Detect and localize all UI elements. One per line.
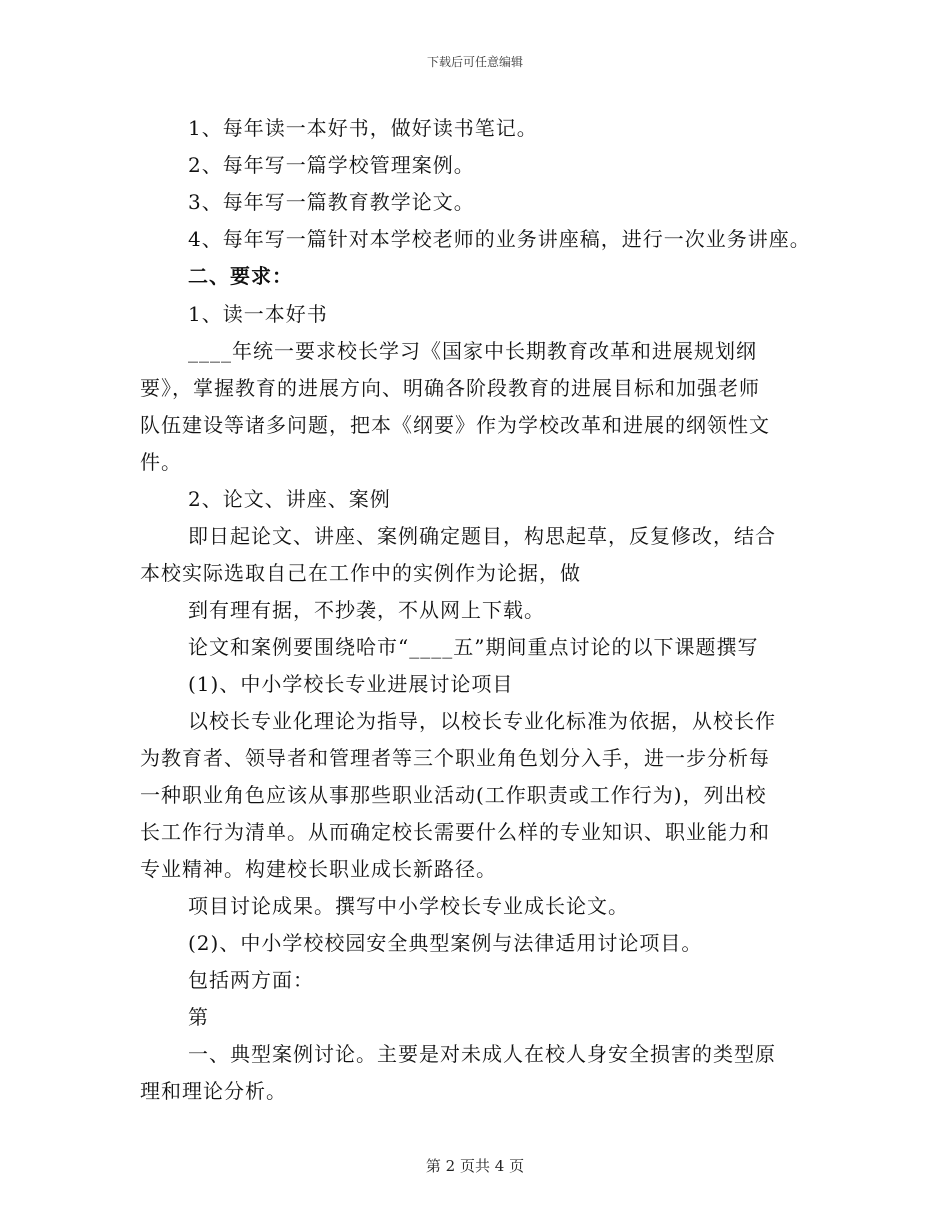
paragraph-line: 专业精神。构建校长职业成长新路径。 [140, 857, 497, 881]
paragraph-line: 件。 [140, 450, 182, 474]
subheading: (2)、中小学校校园安全典型案例与法律适用讨论项目。 [188, 931, 703, 955]
subheading: 1、读一本好书 [188, 302, 328, 326]
paragraph-line: 要》，掌握教育的进展方向、明确各阶段教育的进展目标和加强老师 [140, 376, 760, 400]
paragraph-line: ____年统一要求校长学习《国家中长期教育改革和进展规划纲 [188, 339, 757, 363]
paragraph-line: 为教育者、领导者和管理者等三个职业角色划分入手，进一步分析每 [140, 746, 770, 770]
paragraph-line: 项目讨论成果。撰写中小学校长专业成长论文。 [188, 894, 629, 918]
list-item: 4、每年写一篇针对本学校老师的业务讲座稿，进行一次业务讲座。 [188, 227, 811, 251]
paragraph-line: 到有理有据，不抄袭，不从网上下载。 [188, 598, 545, 622]
paragraph-line: 理和理论分析。 [140, 1079, 287, 1103]
paragraph-line: 一、典型案例讨论。主要是对未成人在校人身安全损害的类型原 [188, 1042, 776, 1066]
page-number: 第 2 页共 4 页 [425, 1157, 525, 1175]
paragraph-line: 第 [188, 1005, 209, 1029]
list-item: 2、每年写一篇学校管理案例。 [188, 153, 475, 177]
list-item: 3、每年写一篇教育教学论文。 [188, 190, 475, 214]
section-heading: 二、要求： [188, 264, 293, 288]
paragraph-line: 一种职业角色应该从事那些职业活动(工作职责或工作行为)，列出校 [140, 783, 767, 807]
paragraph-line: 包括两方面： [188, 968, 314, 992]
paragraph-line: 队伍建设等诸多问题，把本《纲要》作为学校改革和进展的纲领性文 [140, 413, 770, 437]
header-note: 下载后可任意编辑 [426, 55, 523, 69]
paragraph-line: 长工作行为清单。从而确定校长需要什么样的专业知识、职业能力和 [140, 820, 770, 844]
paragraph-line: 本校实际选取自己在工作中的实例作为论据，做 [140, 561, 581, 585]
subheading: (1)、中小学校长专业进展讨论项目 [188, 672, 514, 696]
subheading: 2、论文、讲座、案例 [188, 487, 391, 511]
list-item: 1、每年读一本好书，做好读书笔记。 [188, 116, 538, 140]
paragraph-line: 以校长专业化理论为指导，以校长专业化标准为依据，从校长作 [188, 709, 776, 733]
paragraph-line: 即日起论文、讲座、案例确定题目，构思起草，反复修改，结合 [188, 524, 776, 548]
paragraph-line: 论文和案例要围绕哈市“____五”期间重点讨论的以下课题撰写 [188, 635, 759, 659]
